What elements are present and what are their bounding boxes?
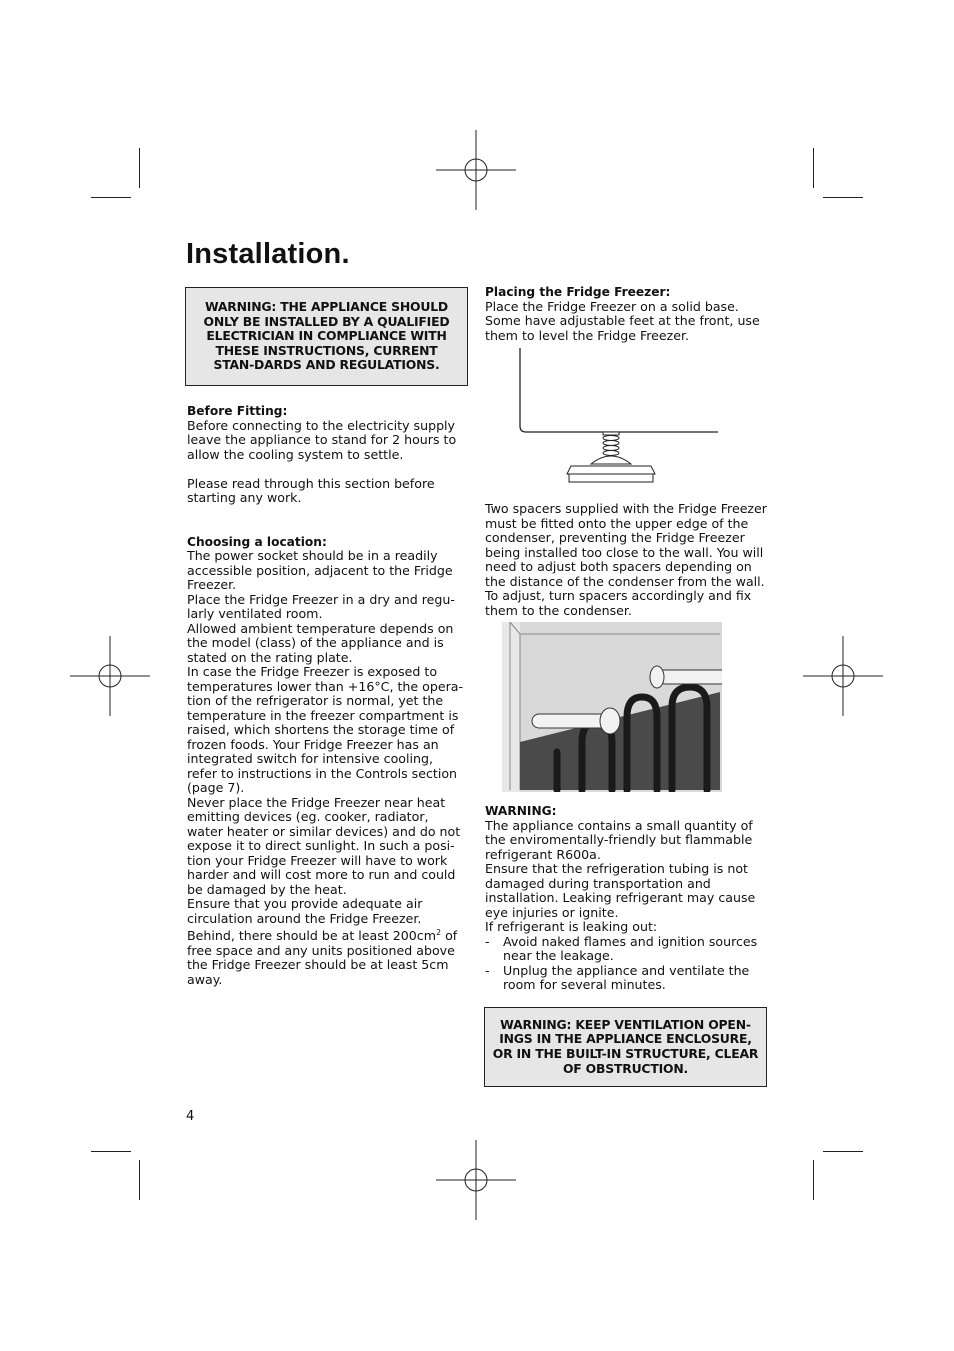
- list-item: [485, 964, 767, 993]
- registration-mark-icon: [436, 130, 516, 210]
- before-fitting-paragraph: Please read through this section before starting any work.: [187, 475, 435, 505]
- choosing-location-heading: Choosing a location:: [187, 534, 327, 549]
- location-paragraph: Never place the Fridge Freezer near heat emitting devices (eg. cooker, radiator, water heater or similar devices) and do not expose it to direct sunlight. In such a posi-tion your Fridge Freezer will have to work harder and will cost more to run and could be damaged by the heat.: [187, 794, 461, 897]
- spacing-superscript: 2: [436, 928, 442, 937]
- location-paragraph: Place the Fridge Freezer in a dry and regu-larly ventilated room.: [187, 591, 455, 621]
- crop-mark: [823, 1151, 863, 1152]
- spacing-text-after: of free space and any units positioned above the Fridge Freezer should be at least 5cm away.: [187, 928, 458, 987]
- warning-paragraph: If refrigerant is leaking out:: [485, 919, 658, 934]
- ventilation-warning-text: WARNING: KEEP VENTILATION OPEN-INGS IN THE APPLIANCE ENCLOSURE, OR IN THE BUILT-IN STRUCTURE, CLEAR OF OBSTRUCTION.: [492, 1016, 759, 1076]
- spacers-text: Two spacers supplied with the Fridge Freezer must be fitted onto the upper edge of the condenser, preventing the Fridge Freezer being installed too close to the wall. You will need to adjust both spacers depending on the distance of the condenser from the wall. To adjust, turn spacers accordingly and fix them to the condenser.: [485, 501, 767, 618]
- bullet-dash: -: [485, 962, 490, 978]
- spacers-section: [485, 502, 767, 618]
- page-title: Installation.: [186, 238, 350, 270]
- warning-heading: WARNING:: [485, 804, 557, 818]
- location-paragraph: Allowed ambient temperature depends on the model (class) of the appliance and is stated on the rating plate.: [187, 620, 454, 665]
- crop-mark: [813, 1160, 814, 1200]
- before-fitting-heading: Before Fitting:: [187, 404, 288, 418]
- location-paragraph: Ensure that you provide adequate air circulation around the Fridge Freezer.: [187, 896, 423, 926]
- location-paragraph: The power socket should be in a readily accessible position, adjacent to the Fridge Freezer.: [187, 548, 453, 592]
- crop-mark: [91, 197, 131, 198]
- installation-warning-box: [185, 287, 468, 386]
- crop-mark: [139, 148, 140, 188]
- crop-mark: [91, 1151, 131, 1152]
- ventilation-warning-box: [484, 1007, 767, 1087]
- placing-section: [485, 285, 765, 343]
- installation-warning-text: WARNING: THE APPLIANCE SHOULD ONLY BE INSTALLED BY A QUALIFIED ELECTRICIAN IN COMPLIANCE WITH THESE INSTRUCTIONS, CURRENT STAN-DARDS AND REGULATIONS.: [203, 299, 450, 373]
- placing-heading: Placing the Fridge Freezer:: [485, 285, 671, 299]
- registration-mark-icon: [803, 636, 883, 716]
- condenser-spacer-illustration: [502, 622, 722, 792]
- bullet-dash: -: [485, 933, 490, 949]
- before-fitting-paragraph: Before connecting to the electricity supply leave the appliance to stand for 2 hours to allow the cooling system to settle.: [187, 417, 457, 462]
- bullet-text: Unplug the appliance and ventilate the room for several minutes.: [503, 962, 750, 992]
- bullet-text: Avoid naked flames and ignition sources near the leakage.: [503, 933, 758, 963]
- adjustable-foot-illustration: [505, 348, 725, 488]
- placing-text: Place the Fridge Freezer on a solid base. Some have adjustable feet at the front, use them to level the Fridge Freezer.: [485, 298, 760, 343]
- location-paragraph: In case the Fridge Freezer is exposed to temperatures lower than +16°C, the opera-tion of the refrigerator is normal, yet the temperature in the freezer compartment is raised, which shortens the storage time of frozen foods. Your Fridge Freezer has an integrated switch for intensive cooling, refer to instructions in the Controls section (page 7).: [187, 664, 464, 795]
- location-spacing-paragraph: [187, 926, 465, 987]
- registration-mark-icon: [436, 1140, 516, 1220]
- registration-mark-icon: [70, 636, 150, 716]
- crop-mark: [813, 148, 814, 188]
- crop-mark: [823, 197, 863, 198]
- left-column: [187, 404, 465, 987]
- page-number: 4: [186, 1109, 195, 1124]
- spacing-text-before: Behind, there should be at least 200cm: [187, 928, 436, 944]
- list-item: [485, 935, 767, 964]
- warning-paragraph: The appliance contains a small quantity of the enviromentally-friendly but flammable refrigerant R600a.: [485, 817, 753, 862]
- crop-mark: [139, 1160, 140, 1200]
- warning-paragraph: Ensure that the refrigeration tubing is not damaged during transportation and installation. Leaking refrigerant may cause eye injuries or ignite.: [485, 861, 756, 920]
- warning-section: [485, 804, 767, 993]
